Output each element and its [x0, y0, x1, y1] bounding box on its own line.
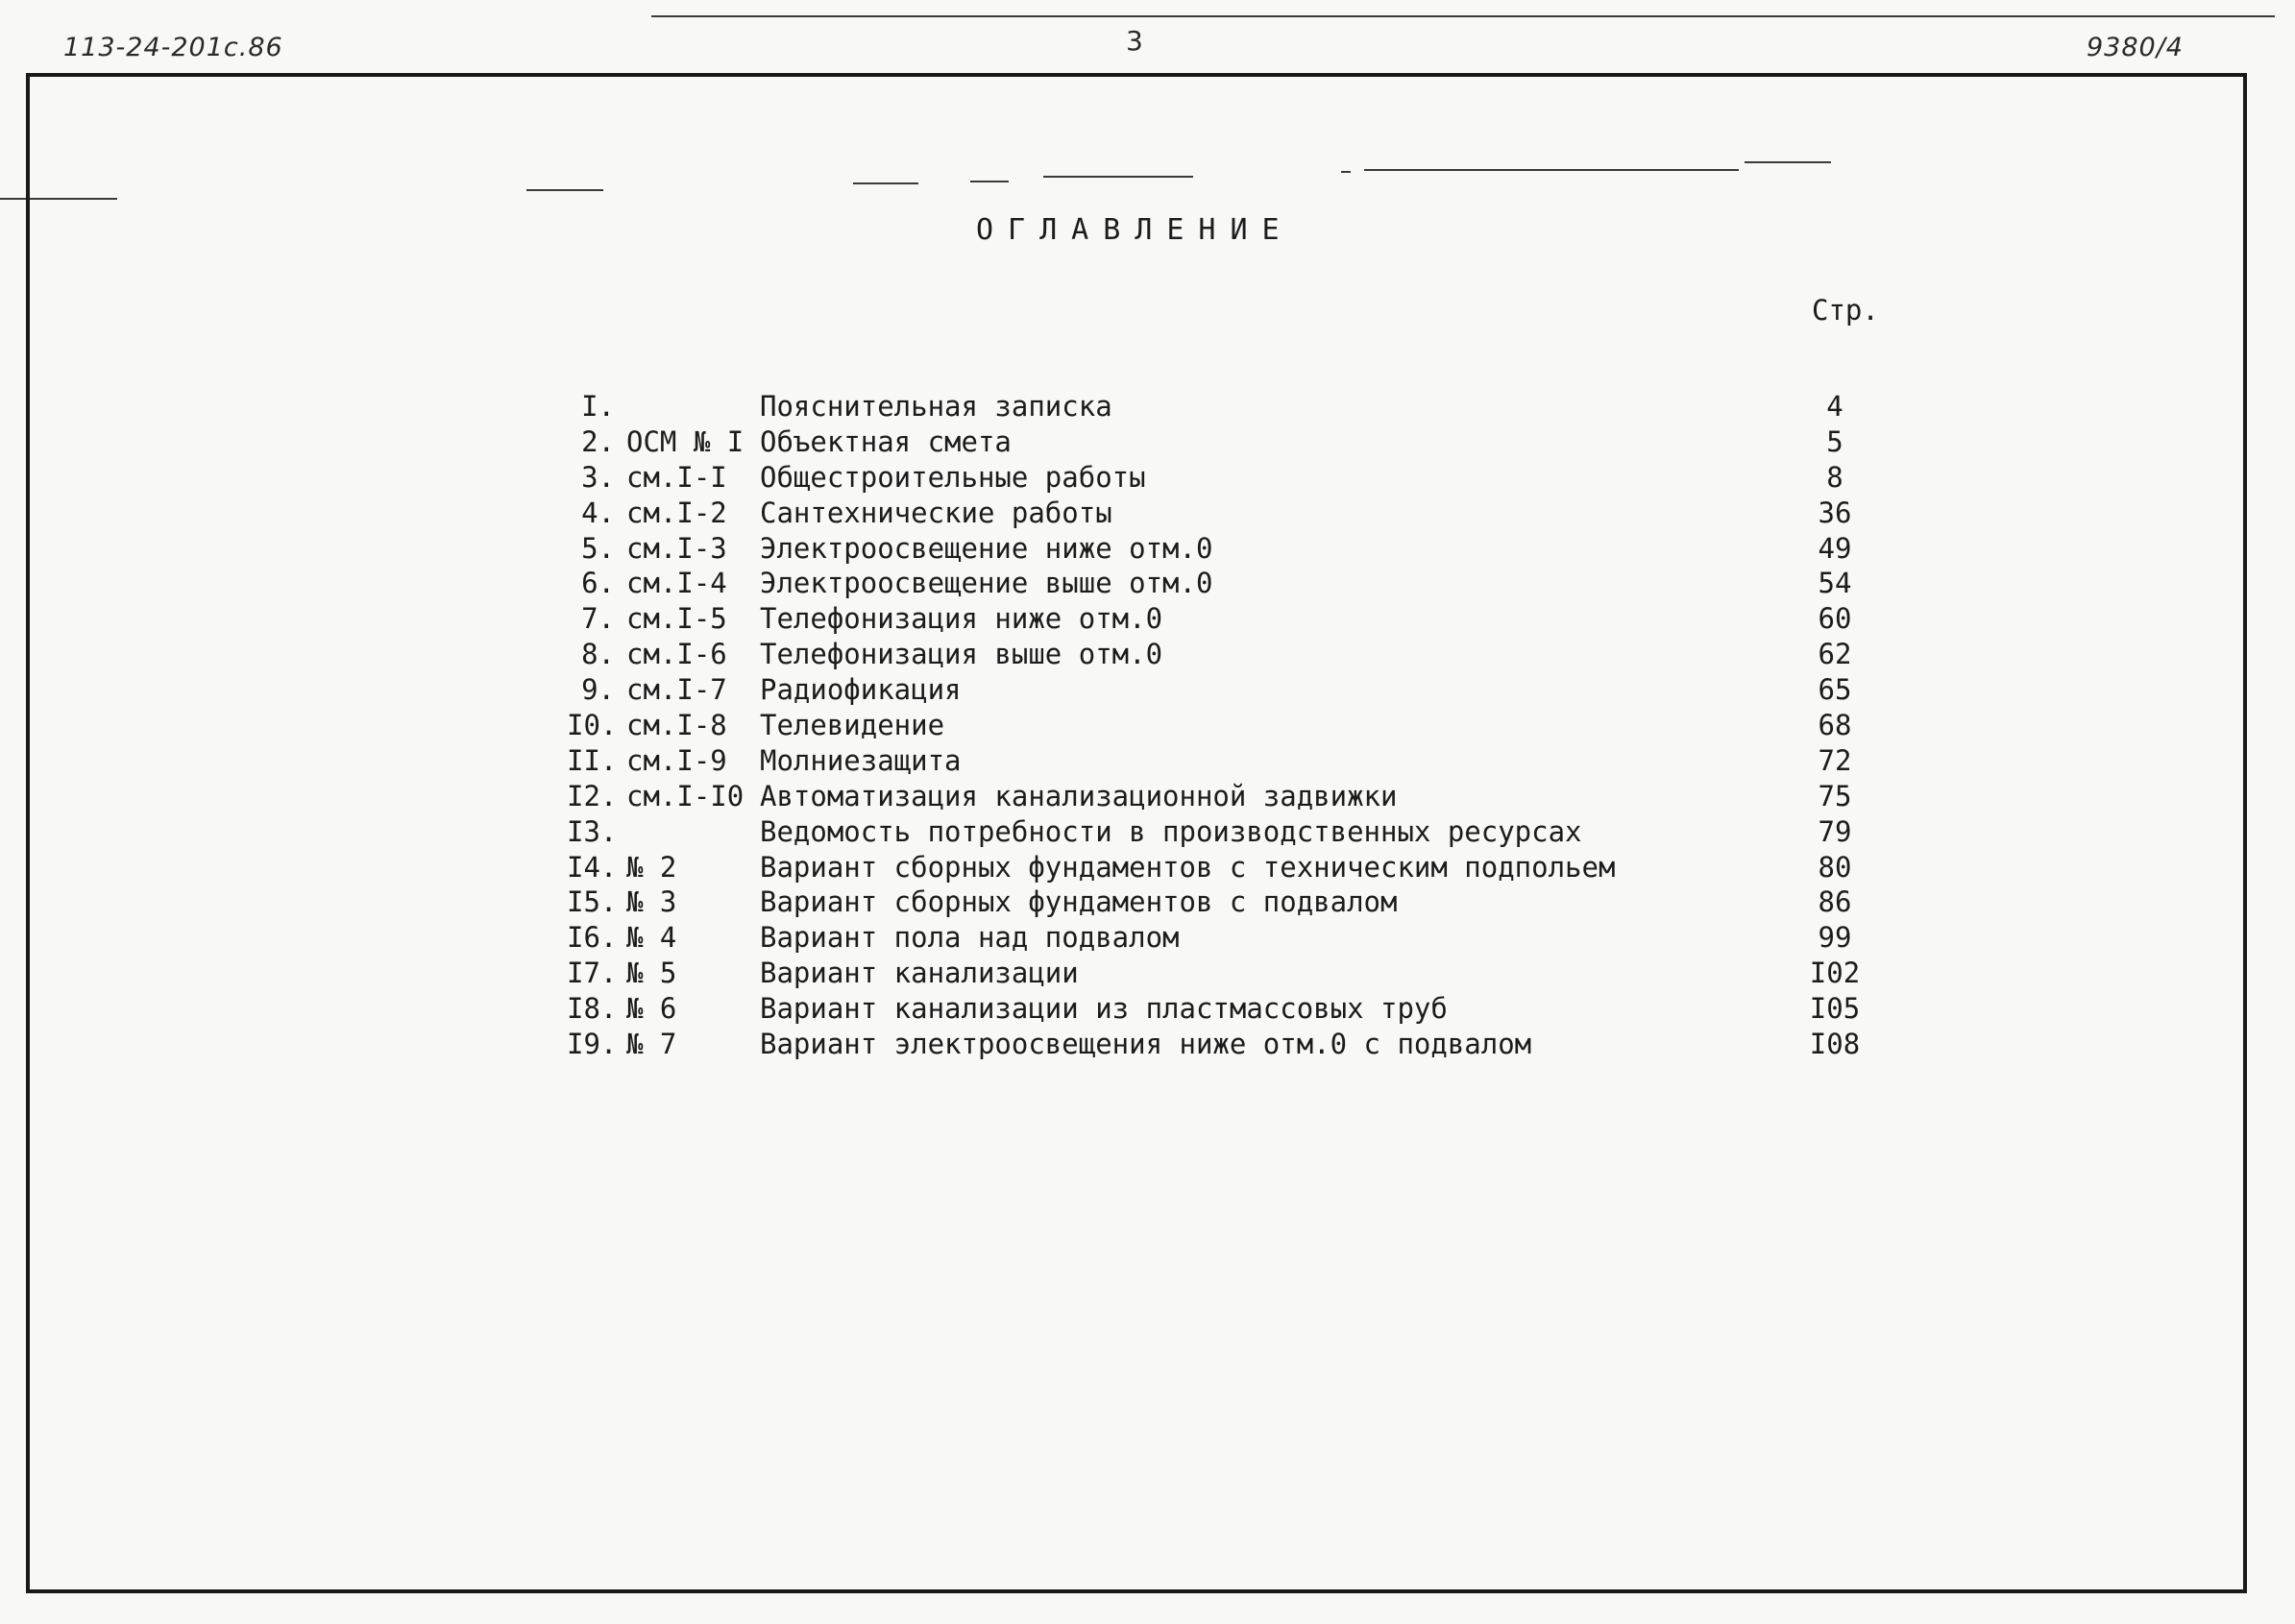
toc-entry-number: I7.	[567, 957, 618, 990]
toc-entry-title: Вариант сборных фундаментов с подвалом	[760, 885, 1398, 919]
toc-entry-page: 80	[1818, 850, 1852, 884]
toc-entry-title: Ведомость потребности в производственных ресурсах	[760, 814, 1582, 848]
toc-row	[567, 531, 1912, 567]
top-rule	[651, 15, 2275, 17]
toc-entry-number: 4.	[581, 496, 615, 529]
toc-entry-code: см.I-I	[626, 460, 727, 494]
toc-entry-number: 7.	[581, 602, 615, 636]
toc-row	[567, 743, 1912, 779]
toc-row	[567, 496, 1912, 531]
toc-row	[567, 708, 1912, 743]
toc-row	[567, 814, 1912, 850]
toc-row	[567, 637, 1912, 672]
toc-entry-number: 9.	[581, 673, 615, 707]
toc-entry-page: 36	[1818, 496, 1852, 529]
toc-row	[567, 672, 1912, 708]
toc-row	[567, 601, 1912, 637]
toc-entry-page: 5	[1826, 424, 1843, 458]
toc-entry-page: 62	[1818, 638, 1852, 671]
toc-row	[567, 460, 1912, 496]
toc-entry-number: 6.	[581, 567, 615, 600]
toc-entry-code: № 7	[626, 1028, 677, 1061]
toc-entry-title: Электроосвещение выше отм.0	[760, 567, 1213, 600]
toc-entry-page: 72	[1818, 743, 1852, 777]
toc-entry-code: № 3	[626, 885, 677, 919]
toc-row	[567, 920, 1912, 956]
toc-entry-code: см.I-8	[626, 709, 727, 742]
toc-entry-number: 3.	[581, 460, 615, 494]
toc-entry-title: Автоматизация канализационной задвижки	[760, 779, 1398, 812]
toc-entry-page: 54	[1818, 567, 1852, 600]
toc-entry-title: Электроосвещение ниже отм.0	[760, 531, 1213, 565]
toc-entry-number: I5.	[567, 885, 618, 919]
toc-entry-code: см.I-I0	[626, 779, 745, 812]
toc-entry-code: № 5	[626, 957, 677, 990]
toc-entry-title: Пояснительная записка	[760, 390, 1112, 423]
page-column-header: Стр.	[1812, 294, 1879, 327]
document-code: 113-24-201с.86	[63, 33, 283, 62]
toc-entry-page: 49	[1818, 531, 1852, 565]
toc-entry-code: № 6	[626, 992, 677, 1026]
toc-entry-page: 86	[1818, 885, 1852, 919]
toc-entry-title: Вариант канализации из пластмассовых труб	[760, 992, 1448, 1026]
toc-entry-title: Молниезащита	[760, 743, 962, 777]
toc-entry-code: ОСМ № I	[626, 424, 745, 458]
toc-row	[567, 956, 1912, 991]
toc-entry-title: Вариант сборных фундаментов с техническим подпольем	[760, 850, 1616, 884]
toc-title: ОГЛАВЛЕНИЕ	[976, 213, 1294, 247]
toc-entry-number: I.	[581, 390, 615, 423]
toc-entry-title: Сантехнические работы	[760, 496, 1112, 529]
toc-entry-number: I4.	[567, 850, 618, 884]
toc-entry-title: Вариант электроосвещения ниже отм.0 с подвалом	[760, 1028, 1532, 1061]
toc-entry-code: см.I-4	[626, 567, 727, 600]
toc-entry-number: I8.	[567, 992, 618, 1026]
toc-entry-title: Вариант канализации	[760, 957, 1079, 990]
toc-entry-page: 75	[1818, 779, 1852, 812]
toc-entry-page: I08	[1809, 1028, 1861, 1061]
toc-entry-title: Объектная смета	[760, 424, 1012, 458]
toc-entry-number: I3.	[567, 814, 618, 848]
toc-entry-number: 2.	[581, 424, 615, 458]
toc-entry-page: 99	[1818, 921, 1852, 955]
toc-entry-number: 8.	[581, 638, 615, 671]
toc-entry-number: II.	[567, 743, 618, 777]
toc-entry-code: см.I-5	[626, 602, 727, 636]
toc-list	[567, 389, 1912, 1062]
toc-entry-title: Радиофикация	[760, 673, 962, 707]
archive-number: 9380/4	[2087, 33, 2184, 62]
toc-entry-page: 68	[1818, 709, 1852, 742]
toc-entry-page: 60	[1818, 602, 1852, 636]
toc-row	[567, 424, 1912, 460]
toc-entry-page: 79	[1818, 814, 1852, 848]
toc-row	[567, 991, 1912, 1027]
toc-entry-page: 4	[1826, 390, 1843, 423]
toc-row	[567, 850, 1912, 885]
toc-row	[567, 885, 1912, 920]
page-number: 3	[1126, 25, 1144, 57]
toc-entry-code: см.I-7	[626, 673, 727, 707]
toc-entry-number: I9.	[567, 1028, 618, 1061]
toc-entry-page: 8	[1826, 460, 1843, 494]
toc-row	[567, 1027, 1912, 1062]
toc-entry-code: № 2	[626, 850, 677, 884]
toc-entry-title: Телефонизация ниже отм.0	[760, 602, 1163, 636]
toc-entry-title: Общестроительные работы	[760, 460, 1146, 494]
toc-entry-title: Телефонизация выше отм.0	[760, 638, 1163, 671]
toc-entry-number: I2.	[567, 779, 618, 812]
toc-entry-title: Телевидение	[760, 709, 945, 742]
toc-entry-title: Вариант пола над подвалом	[760, 921, 1180, 955]
toc-entry-number: I0.	[567, 709, 618, 742]
toc-entry-page: I05	[1809, 992, 1861, 1026]
toc-entry-code: см.I-9	[626, 743, 727, 777]
toc-entry-number: I6.	[567, 921, 618, 955]
toc-entry-page: I02	[1809, 957, 1861, 990]
toc-entry-number: 5.	[581, 531, 615, 565]
toc-entry-code: № 4	[626, 921, 677, 955]
toc-entry-code: см.I-3	[626, 531, 727, 565]
toc-entry-code: см.I-2	[626, 496, 727, 529]
toc-row	[567, 389, 1912, 424]
toc-row	[567, 779, 1912, 814]
toc-entry-code: см.I-6	[626, 638, 727, 671]
toc-row	[567, 566, 1912, 601]
toc-entry-page: 65	[1818, 673, 1852, 707]
